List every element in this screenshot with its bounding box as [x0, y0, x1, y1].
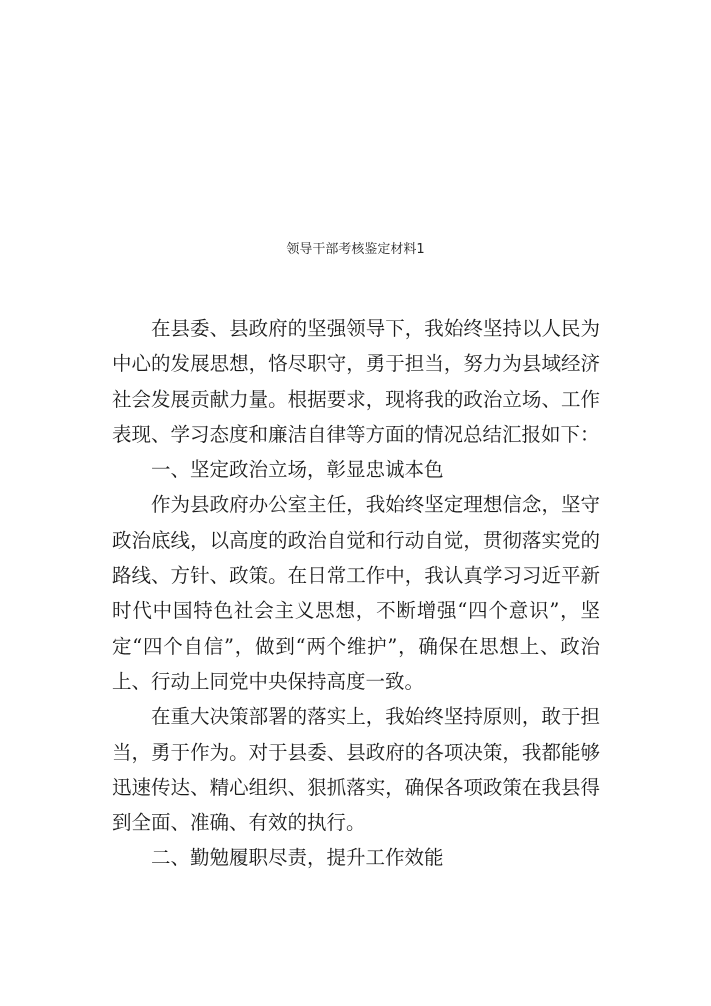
paragraph-intro: 在县委、县政府的坚强领导下，我始终坚持以人民为中心的发展思想，恪尽职守，勇于担当，努力为县域经济社会发展贡献力量。根据要求，现将我的政治立场、工作表现、学习态度和廉洁自律等方面的情况总结汇报如下： [112, 317, 600, 446]
document-title: 领导干部考核鉴定材料1 [286, 242, 425, 257]
paragraph-decision-implementation: 在重大决策部署的落实上，我始终坚持原则，敢于担当，勇于作为。对于县委、县政府的各项决策，我都能够迅速传达、精心组织、狠抓落实，确保各项政策在我县得到全面、准确、有效的执行。 [112, 705, 600, 835]
section-heading-2: 二、勤勉履职尽责，提升工作效能 [151, 846, 444, 870]
section-heading-1: 一、坚定政治立场，彰显忠诚本色 [151, 458, 444, 482]
paragraph-political-stance: 作为县政府办公室主任，我始终坚定理想信念，坚守政治底线，以高度的政治自觉和行动自觉，贯彻落实党的路线、方针、政策。在日常工作中，我认真学习习近平新时代中国特色社会主义思想，不断增强“四个意识”，坚定“四个自信”，做到“两个维护”，确保在思想上、政治上、行动上同党中央保持高度一致。 [112, 493, 600, 693]
document-body [112, 311, 600, 876]
